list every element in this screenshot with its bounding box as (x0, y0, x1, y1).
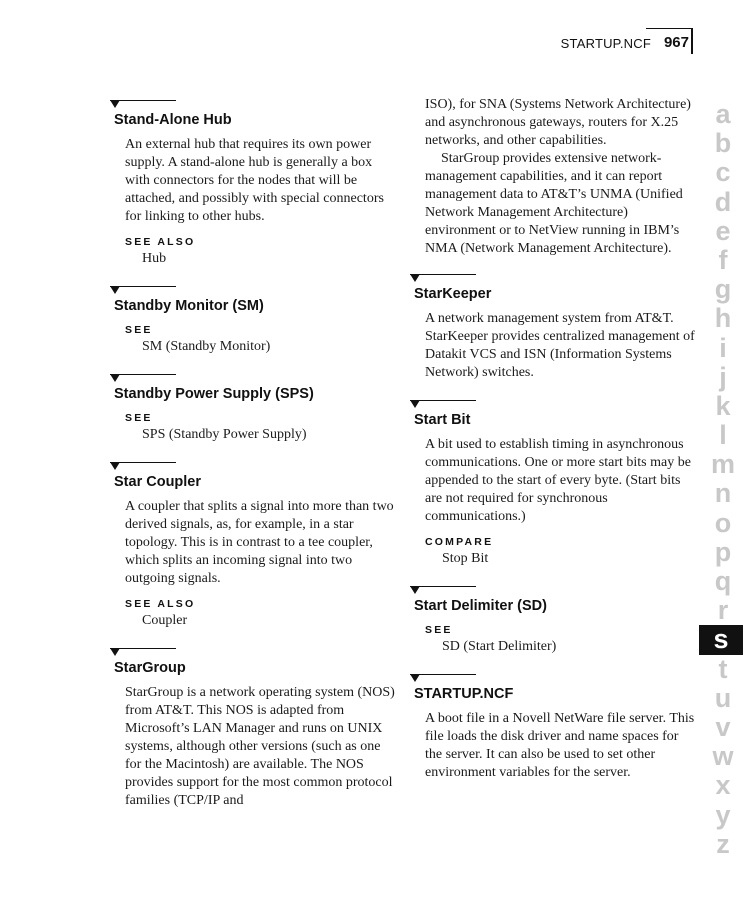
running-head-title: STARTUP.NCF (560, 36, 651, 51)
see-label: SEE (125, 412, 153, 424)
header-rule-vertical (691, 28, 693, 54)
entry-marker (110, 286, 176, 296)
entry-marker (410, 400, 476, 410)
entry-body: An external hub that requires its own power supply. A stand-alone hub is generally a box with connectors for the nodes that will be attached, and possibly with special connectors for linking to other hubs. (125, 137, 384, 224)
index-tab-p[interactable]: p (714, 536, 732, 567)
entry-term: Standby Monitor (SM) (114, 298, 264, 314)
index-tab-l[interactable]: l (719, 420, 727, 451)
triangle-icon (110, 100, 120, 108)
index-tab-e[interactable]: e (715, 215, 731, 246)
see-also-link[interactable]: Coupler (142, 613, 188, 628)
index-tab-o[interactable]: o (714, 507, 732, 538)
index-tab-k[interactable]: k (715, 390, 731, 421)
see-link[interactable]: SM (Standby Monitor) (142, 339, 271, 354)
triangle-icon (410, 586, 420, 594)
entry-body-continued: ISO), for SNA (Systems Network Architecture) and asynchronous gateways, routers for X.25 networks, and other capabilities. StarGroup provides extensive network-management capabilities, and it can report management data to AT&T’s UNMA (Unified Network Management Architecture) environment or to NetView running in IBM’s NMA (Network Management Architecture). (425, 97, 691, 256)
see-link[interactable]: SPS (Standby Power Supply) (142, 427, 307, 442)
entry-marker (110, 374, 176, 384)
entry-star-coupler (110, 462, 395, 630)
page-number: 967 (663, 34, 689, 51)
index-tab-a[interactable]: a (715, 99, 731, 129)
index-tab-w[interactable]: w (712, 741, 734, 772)
index-tab-y[interactable]: y (715, 799, 731, 830)
index-tab-u[interactable]: u (714, 682, 732, 713)
index-tab-s[interactable]: s (699, 625, 743, 654)
index-tab-n[interactable]: n (714, 478, 732, 509)
index-tab-j[interactable]: j (719, 361, 727, 392)
index-tab-g[interactable]: g (714, 274, 732, 305)
entry-term: Stand-Alone Hub (114, 112, 232, 128)
entry-startup-ncf (410, 674, 695, 782)
index-tab-x[interactable]: x (715, 770, 731, 801)
index-tab-r[interactable]: r (717, 595, 729, 626)
entry-term: Star Coupler (114, 474, 202, 490)
index-tab-m[interactable]: m (710, 449, 735, 480)
entry-starkeeper (410, 274, 695, 382)
entry-term: StarGroup (114, 660, 186, 676)
entry-body: A boot file in a Novell NetWare file server. This file loads the disk driver and name spaces for the server. It can also be used to set other environment variables for the server. (425, 711, 695, 780)
entry-term: Start Delimiter (SD) (414, 598, 547, 614)
index-tab-d[interactable]: d (714, 186, 732, 217)
triangle-icon (110, 286, 120, 294)
entry-marker (110, 648, 176, 658)
entry-start-bit (410, 400, 695, 568)
entry-start-delimiter (410, 586, 695, 656)
entry-marker (110, 100, 176, 110)
triangle-icon (110, 462, 120, 470)
running-head (561, 36, 651, 51)
see-label: SEE (425, 624, 453, 636)
index-tab-i[interactable]: i (719, 332, 727, 363)
triangle-icon (410, 674, 420, 682)
entry-marker (410, 586, 476, 596)
entry-term: StarKeeper (414, 286, 492, 302)
entry-stargroup-continued (410, 96, 695, 258)
compare-label: COMPARE (425, 536, 494, 548)
entry-standby-power-supply (110, 374, 395, 444)
index-tab-f[interactable]: f (718, 244, 728, 275)
entry-body: A network management system from AT&T. StarKeeper provides centralized management of Datakit VCS and ISN (Information Systems Network) switches. (425, 311, 695, 380)
index-tab-b[interactable]: b (714, 128, 732, 159)
entry-body: StarGroup is a network operating system (NOS) from AT&T. This NOS is adapted from Microsoft’s LAN Manager and runs on UNIX systems, although other versions (such as one for the Macintosh) are available. The NOS provides support for the most common protocol families (TCP/IP and (125, 685, 395, 808)
left-column (110, 100, 395, 824)
index-tab-c[interactable]: c (715, 157, 731, 188)
entry-body: A bit used to establish timing in asynchronous communications. One or more start bits may be appended to the start of every byte. (Start bits are not required for synchronous communications.) (425, 437, 691, 524)
entry-marker (110, 462, 176, 472)
see-label: SEE (125, 324, 153, 336)
entry-body: A coupler that splits a signal into more than two derived signals, as, for example, in a star topology. This is in contrast to a tee coupler, which splits an incoming signal into two outgoing signals. (125, 499, 394, 586)
index-tab-z[interactable]: z (716, 828, 730, 859)
triangle-icon (110, 374, 120, 382)
compare-link[interactable]: Stop Bit (442, 551, 489, 566)
entry-stargroup (110, 648, 395, 810)
see-also-link[interactable]: Hub (142, 251, 167, 266)
see-link[interactable]: SD (Start Delimiter) (442, 639, 557, 654)
entry-marker (410, 674, 476, 684)
entry-stand-alone-hub (110, 100, 395, 268)
entry-term: Standby Power Supply (SPS) (114, 386, 314, 402)
entry-marker (410, 274, 476, 284)
entry-standby-monitor (110, 286, 395, 356)
see-also-label: SEE ALSO (125, 598, 196, 610)
index-tab-q[interactable]: q (714, 566, 732, 596)
see-also-label: SEE ALSO (125, 236, 196, 248)
header-rule (646, 28, 692, 29)
entry-term: Start Bit (414, 412, 471, 428)
thumb-index (703, 100, 743, 859)
index-tab-v[interactable]: v (715, 711, 731, 742)
index-tab-t[interactable]: t (718, 653, 728, 684)
index-tab-h[interactable]: h (714, 303, 732, 334)
entry-term: STARTUP.NCF (414, 686, 514, 702)
triangle-icon (410, 274, 420, 282)
right-column (410, 96, 695, 796)
triangle-icon (410, 400, 420, 408)
triangle-icon (110, 648, 120, 656)
